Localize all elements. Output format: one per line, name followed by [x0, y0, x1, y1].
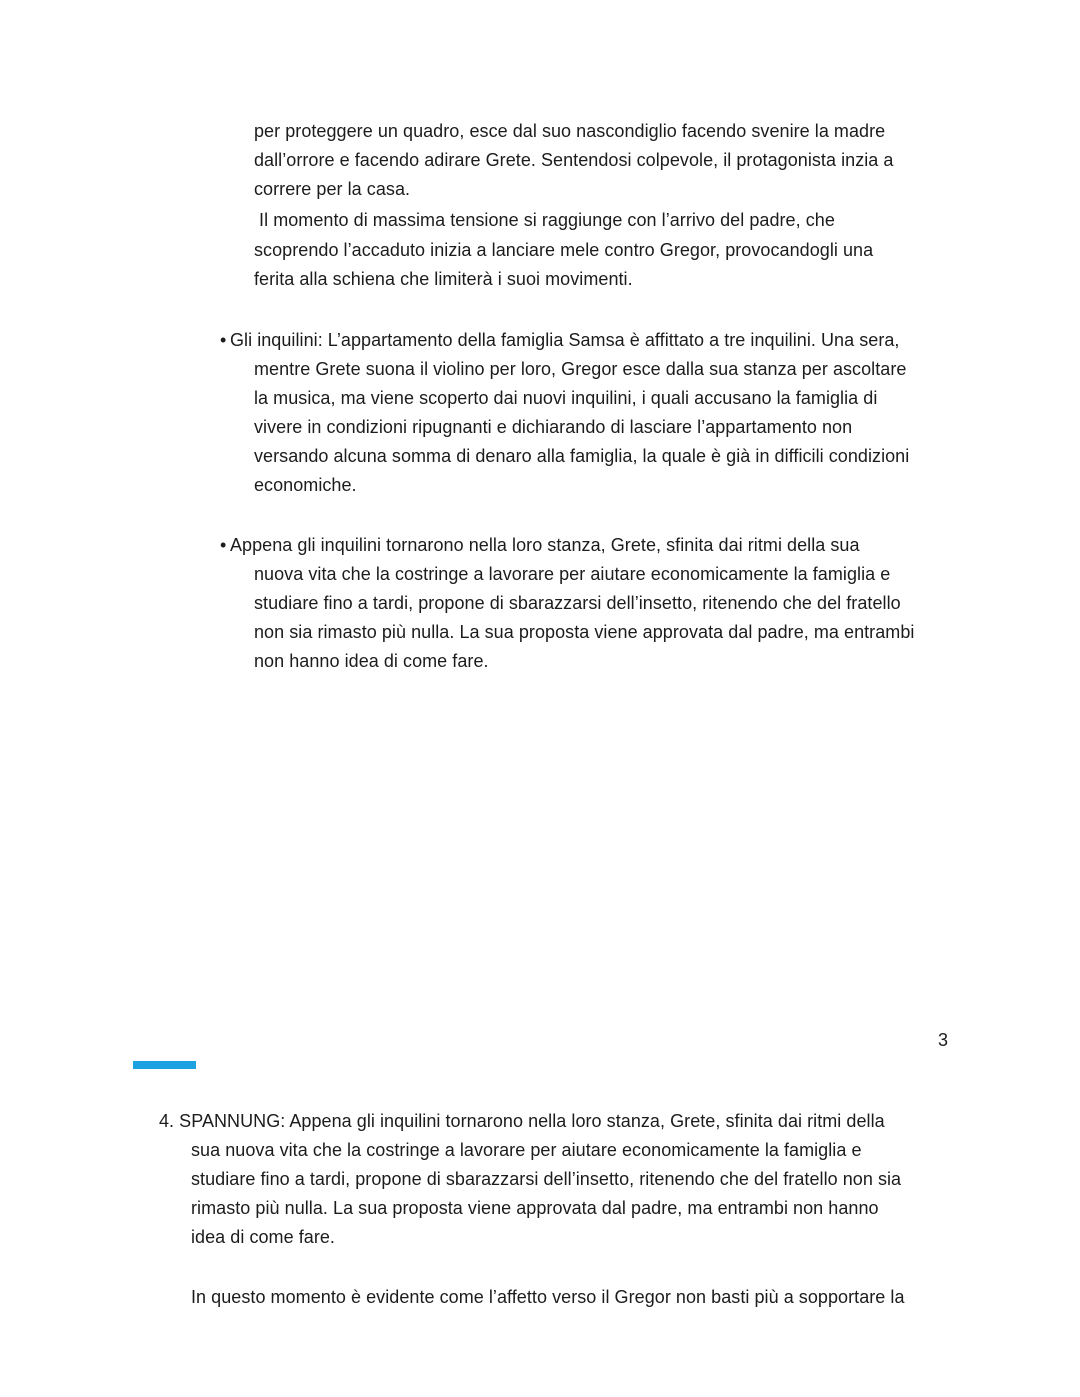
text-line: Gli inquilini: L’appartamento della famiglia Samsa è affittato a tre inquilini. Una sera, — [230, 330, 900, 350]
text-line: non hanno idea di come fare. — [254, 651, 489, 671]
text-line: scoprendo l’accaduto inizia a lanciare mele contro Gregor, provocandogli una — [254, 240, 874, 260]
text-line: sua nuova vita che la costringe a lavorare per aiutare economicamente la famiglia e — [191, 1140, 862, 1160]
text-line: vivere in condizioni ripugnanti e dichiarando di lasciare l’appartamento non — [254, 417, 853, 437]
text-line: mentre Grete suona il violino per loro, Gregor esce dalla sua stanza per ascoltare — [254, 359, 907, 379]
bullet-marker: • — [220, 330, 227, 350]
page-number: 3 — [938, 1030, 949, 1050]
text-line: versando alcuna somma di denaro alla famiglia, la quale è già in difficili condizioni — [254, 446, 910, 466]
text-line: la musica, ma viene scoperto dai nuovi inquilini, i quali accusano la famiglia di — [254, 388, 878, 408]
text-line: ferita alla schiena che limiterà i suoi movimenti. — [254, 269, 633, 289]
text-line: correre per la casa. — [254, 179, 411, 199]
text-line: 4. SPANNUNG: Appena gli inquilini tornarono nella loro stanza, Grete, sfinita dai ritmi della — [159, 1111, 885, 1131]
text-line: economiche. — [254, 475, 357, 495]
text-line: In questo momento è evidente come l’affetto verso il Gregor non basti più a sopportare la — [191, 1287, 905, 1307]
text-line: idea di come fare. — [191, 1227, 335, 1247]
text-line: studiare fino a tardi, propone di sbarazzarsi dell’insetto, ritenendo che del fratello — [254, 593, 901, 613]
text-line: non sia rimasto più nulla. La sua proposta viene approvata dal padre, ma entrambi — [254, 622, 915, 642]
text-line: per proteggere un quadro, esce dal suo nascondiglio facendo svenire la madre — [254, 121, 886, 141]
text-line: dall’orrore e facendo adirare Grete. Sentendosi colpevole, il protagonista inzia a — [254, 150, 894, 170]
text-line: nuova vita che la costringe a lavorare per aiutare economicamente la famiglia e — [254, 564, 891, 584]
bullet-marker: • — [220, 535, 227, 555]
text-line: Appena gli inquilini tornarono nella loro stanza, Grete, sfinita dai ritmi della sua — [230, 535, 860, 555]
page-header-accent-bar — [133, 1061, 196, 1069]
text-line: rimasto più nulla. La sua proposta viene approvata dal padre, ma entrambi non hanno — [191, 1198, 879, 1218]
text-line: Il momento di massima tensione si raggiunge con l’arrivo del padre, che — [254, 210, 835, 230]
text-line: studiare fino a tardi, propone di sbarazzarsi dell’insetto, ritenendo che del fratello non sia — [191, 1169, 902, 1189]
